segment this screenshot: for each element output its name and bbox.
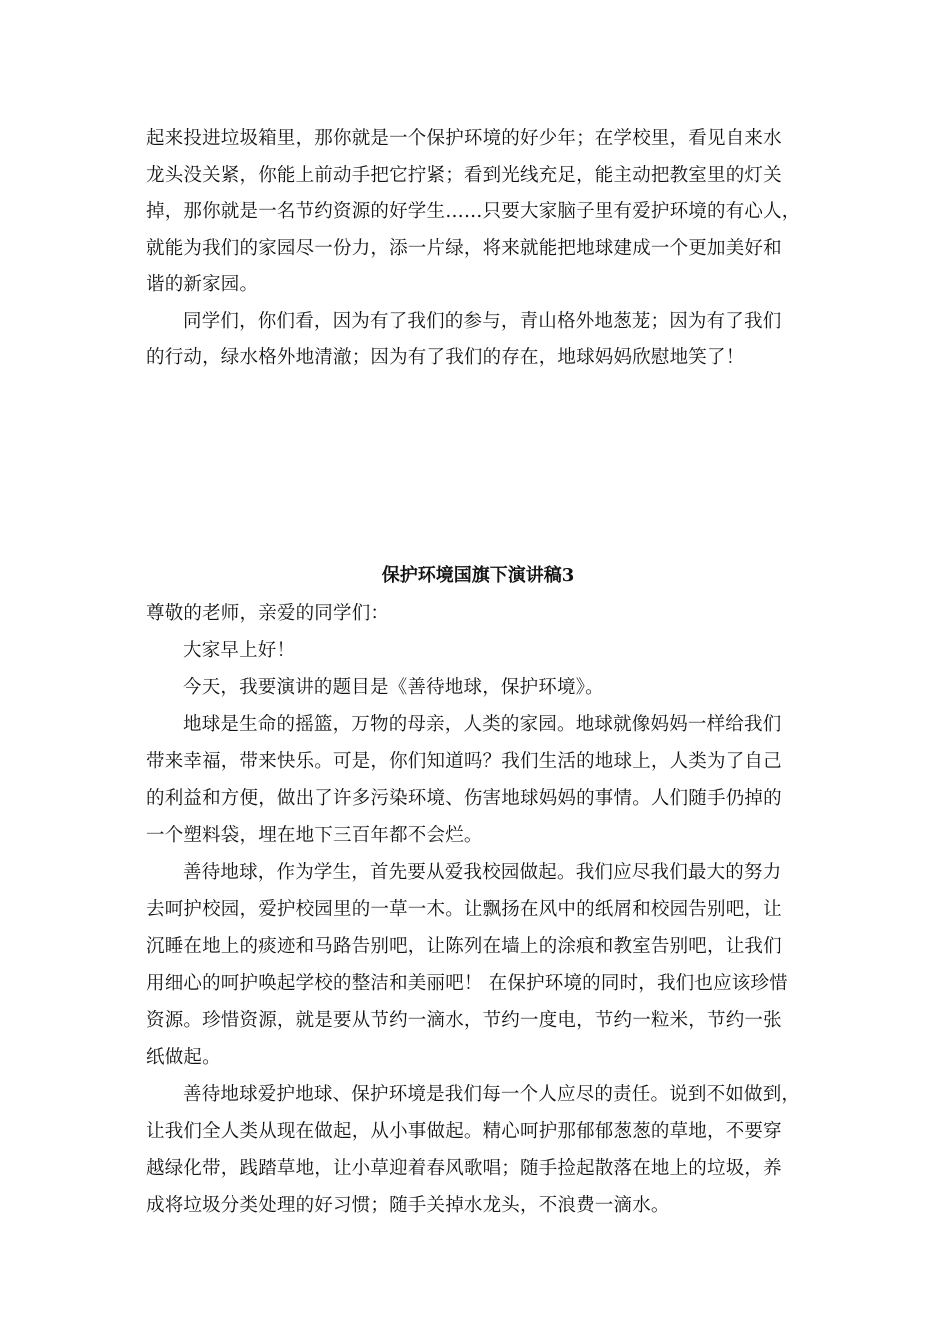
- paragraph-line: 的行动，绿水格外地清澈；因为有了我们的存在，地球妈妈欣慰地笑了！: [146, 347, 745, 368]
- paragraph-line: 成将垃圾分类处理的好习惯；随手关掉水龙头，不浪费一滴水。: [146, 1195, 670, 1216]
- previous-speech-ending: [146, 121, 810, 377]
- paragraph-line: 一个塑料袋，埋在地下三百年都不会烂。: [146, 825, 483, 846]
- greeting-line: 大家早上好！: [183, 640, 296, 661]
- paragraph-line: 掉，那你就是一名节约资源的好学生……只要大家脑子里有爱护环境的有心人，: [146, 201, 801, 222]
- paragraph-line: 就能为我们的家园尽一份力，添一片绿，将来就能把地球建成一个更加美好和: [146, 237, 782, 259]
- paragraph-line: 带来幸福，带来快乐。可是，你们知道吗？我们生活的地球上，人类为了自己: [146, 751, 782, 772]
- paragraph-line: 善待地球，作为学生，首先要从爱我校园做起。我们应尽我们最大的努力: [183, 862, 782, 883]
- paragraph-line: 龙头没关紧，你能上前动手把它拧紧；看到光线充足，能主动把教室里的灯关: [146, 164, 782, 186]
- paragraph-line: 纸做起。: [146, 1047, 221, 1068]
- paragraph-line: 起来投进垃圾箱里，那你就是一个保护环境的好少年；在学校里，看见自来水: [146, 128, 782, 149]
- paragraph-line: 越绿化带，践踏草地，让小草迎着春风歌唱；随手捡起散落在地上的垃圾，养: [146, 1158, 782, 1179]
- salutation-line: 尊敬的老师，亲爱的同学们：: [146, 603, 390, 624]
- paragraph-line: 善待地球爱护地球、保护环境是我们每一个人应尽的责任。说到不如做到，: [183, 1084, 801, 1105]
- section-title: 保护环境国旗下演讲稿3: [381, 565, 575, 586]
- paragraph-line: 用细心的呵护唤起学校的整洁和美丽吧！ 在保护环境的同时，我们也应该珍惜: [146, 973, 788, 994]
- paragraph-line: 去呵护校园，爱护校园里的一草一木。让飘扬在风中的纸屑和校园告别吧，让: [146, 899, 782, 920]
- speech-body: [146, 595, 810, 1224]
- paragraph-line: 资源。珍惜资源，就是要从节约一滴水，节约一度电，节约一粒米，节约一张: [146, 1010, 782, 1031]
- paragraph-line: 沉睡在地上的痰迹和马路告别吧，让陈列在墙上的涂痕和教室告别吧，让我们: [146, 936, 782, 957]
- paragraph-line: 今天，我要演讲的题目是《善待地球，保护环境》。: [183, 677, 604, 698]
- paragraph-line: 让我们全人类从现在做起，从小事做起。精心呵护那郁郁葱葱的草地，不要穿: [146, 1121, 782, 1142]
- paragraph-line: 谐的新家园。: [146, 274, 259, 295]
- paragraph-line: 地球是生命的摇篮，万物的母亲，人类的家园。地球就像妈妈一样给我们: [183, 714, 782, 735]
- paragraph-line: 同学们，你们看，因为有了我们的参与，青山格外地葱茏；因为有了我们: [183, 310, 782, 332]
- paragraph-line: 的利益和方便，做出了许多污染环境、伤害地球妈妈的事情。人们随手仍掉的: [146, 788, 782, 809]
